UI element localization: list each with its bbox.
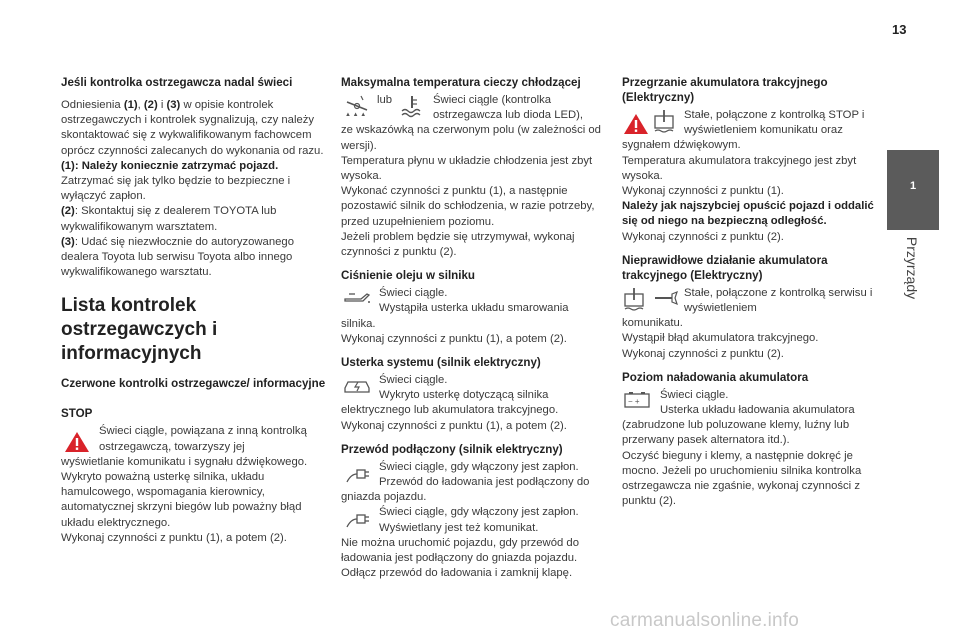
temp-text-4: Wykonać czynności z punktu (1), a następnie pozostawić silnik do schłodzenia, w razie potrzeby, przed uzupełnieniem poziomu.: [341, 185, 595, 228]
stop-title: STOP: [61, 407, 93, 421]
oil-text-2: Wystąpiła usterka układu smarowania: [379, 302, 569, 315]
page-number: 13: [892, 22, 907, 37]
plug-text-5: Wyświetlany jest też komunikat.: [379, 521, 539, 534]
charge-level-text-3: (zabrudzone lub poluzowane klemy, luźny lub przerwany pasek alternatora itd.).: [622, 419, 850, 447]
malfunction-text-2: komunikatu.: [622, 317, 683, 330]
malfunction-text-1: Stałe, połączone z kontrolką serwisu i wyświetleniem: [684, 286, 873, 315]
overheat-text-3: Temperatura akumulatora trakcyjnego jest zbyt wysoka.: [622, 154, 857, 182]
wrench-icon: [652, 288, 680, 308]
malfunction-text-3: Wystąpił błąd akumulatora trakcyjnego.: [622, 332, 819, 345]
malfunction-entry: [622, 286, 884, 316]
charging-plug-icon: [341, 462, 373, 486]
temp-text-2: ze wskazówką na czerwonym polu (w zależności od wersji).: [341, 124, 601, 152]
electric-text-4: Wykonaj czynności z punktu (1), a potem (2).: [341, 419, 567, 432]
charging-plug-icon-2: [341, 507, 373, 531]
charge-level-text-4: Oczyść bieguny i klemy, a następnie dokręć je mocno. Jeżeli po uruchomieniu silnika kontrolka ostrzegawcza nie zgaśnie, wykonaj czynności z punktu (2).: [622, 449, 862, 508]
battery-overheat-icon: [652, 108, 678, 134]
electric-title: Usterka systemu (silnik elektryczny): [341, 356, 541, 370]
stop-entry: [61, 424, 331, 454]
battery-icon: [622, 390, 652, 410]
column-3: [622, 75, 884, 509]
electric-text-2: Wykryto usterkę dotyczącą silnika: [379, 389, 549, 402]
battery-overheat-icon-2: [622, 286, 648, 312]
oil-text-3: silnika.: [341, 317, 376, 330]
overheat-text-2: sygnałem dźwiękowym.: [622, 139, 741, 152]
item-1: (1): Należy koniecznie zatrzymać pojazd.: [61, 159, 279, 172]
temp-text-1: Świeci ciągle (kontrolka ostrzegawcza lub dioda LED),: [433, 94, 584, 122]
charge-level-title: Poziom naładowania akumulatora: [622, 370, 809, 384]
overheat-title: Przegrzanie akumulatora trakcyjnego (Elektryczny): [622, 76, 828, 104]
temp-text-3: Temperatura płynu w układzie chłodzenia jest zbyt wysoka.: [341, 154, 593, 183]
coolant-temperature-icon-2: [399, 94, 425, 118]
plug-text-4: Świeci ciągle, gdy włączony jest zapłon.: [379, 506, 579, 519]
svg-text:▲ ▲ ▲: ▲ ▲ ▲: [345, 112, 367, 118]
stop-text-3: Wykryto poważną usterkę silnika, układu hamulcowego, wspomagania kierownicy, automatycznej skrzyni biegów lub poważny błąd układu elektrycznego.: [61, 471, 302, 529]
overheat-text-1: Stałe, połączone z kontrolką STOP i wyświetleniem komunikatu oraz: [684, 109, 865, 137]
stop-text-1: Świeci ciągle, powiązana z inną kontrolką ostrzegawczą, towarzyszy jej: [99, 425, 307, 453]
plug-entry-2: [341, 505, 606, 535]
oil-pressure-icon: [341, 287, 373, 307]
column-2: [341, 75, 606, 581]
plug-text-3: gniazda pojazdu.: [341, 491, 427, 504]
warning-triangle-icon: [622, 112, 650, 136]
charge-level-text-1: Świeci ciągle.: [660, 388, 729, 401]
malfunction-title: Nieprawidłowe działanie akumulatora trakcyjnego (Elektryczny): [622, 253, 828, 282]
plug-title: Przewód podłączony (silnik elektryczny): [341, 442, 563, 456]
plug-text-7: Odłącz przewód do ładowania i zamknij klapę.: [341, 567, 573, 580]
item-2: (2): Skontaktuj się z dealerem TOYOTA lub wykwalifikowanym warsztatem.: [61, 205, 277, 233]
overheat-bold: Należy jak najszybciej opuścić pojazd i oddalić się od niego na bezpieczną odległość.: [622, 200, 874, 228]
stop-text-2: wyświetlanie komunikatu i sygnału dźwiękowego.: [61, 455, 308, 468]
plug-entry-1: [341, 460, 606, 490]
intro-paragraph: Odniesienia (1), (2) i (3) w opisie kontrolek ostrzegawczych i kontrolek sygnalizują, czy należy skontaktować się z wykwalifikowanym fachowcem oprócz czynności zalecanych do wykonania od razu.: [61, 99, 324, 157]
chapter-label-box: [902, 232, 922, 312]
svg-text:− +: − +: [628, 396, 640, 406]
overheat-entry: [622, 108, 884, 138]
subheading: Czerwone kontrolki ostrzegawcze/ informacyjne: [61, 377, 326, 391]
charge-level-text-2: Usterka układu ładowania akumulatora: [660, 404, 855, 417]
section-heading: Jeśli kontrolka ostrzegawcza nadal świeci: [61, 76, 293, 89]
plug-text-1: Świeci ciągle, gdy włączony jest zapłon.: [379, 460, 579, 473]
temp-or: lub: [377, 94, 393, 106]
item-3: (3): Udać się niezwłocznie do autoryzowanego dealera Toyota lub serwisu Toyota albo innego wykwalifikowanego warsztatu.: [61, 235, 294, 279]
warning-triangle-icon: [63, 430, 91, 454]
electric-system-icon: [341, 374, 373, 396]
charge-level-entry: [622, 388, 884, 418]
temp-title: Maksymalna temperatura cieczy chłodzącej: [341, 76, 581, 89]
stop-text-4: Wykonaj czynności z punktu (1), a potem (2).: [61, 531, 287, 544]
plug-text-2: Przewód do ładowania jest podłączony do: [379, 476, 590, 489]
temp-entry: [341, 93, 606, 123]
oil-text-4: Wykonaj czynności z punktu (1), a potem (2).: [341, 332, 567, 345]
coolant-temperature-icon: [341, 94, 373, 118]
malfunction-text-4: Wykonaj czynności z punktu (2).: [622, 347, 784, 360]
column-1: [61, 75, 331, 546]
electric-text-1: Świeci ciągle.: [379, 374, 448, 387]
electric-entry: [341, 373, 606, 403]
chapter-label: Przyrządy: [904, 236, 920, 300]
overheat-text-5: Wykonaj czynności z punktu (2).: [622, 230, 784, 243]
list-title: Lista kontrolek ostrzegawczych i informacyjnych: [61, 295, 218, 365]
watermark: carmanualsonline.info: [610, 610, 800, 631]
chapter-number: 1: [909, 180, 917, 192]
oil-entry: [341, 286, 606, 316]
oil-text-1: Świeci ciągle.: [379, 287, 448, 300]
item-1-text: Zatrzymać się jak tylko będzie to bezpieczne i wyłączyć zapłon.: [61, 175, 291, 203]
electric-text-3: elektrycznego lub akumulatora trakcyjnego.: [341, 404, 559, 417]
temp-text-5: Jeżeli problem będzie się utrzymywał, wykonaj czynności z punktu (2).: [341, 230, 575, 259]
oil-title: Ciśnienie oleju w silniku: [341, 269, 476, 283]
overheat-text-4: Wykonaj czynności z punktu (1).: [622, 185, 784, 198]
chapter-tab[interactable]: [887, 150, 939, 230]
plug-text-6: Nie można uruchomić pojazdu, gdy przewód do ładowania jest podłączony do gniazda pojazdu.: [341, 536, 579, 565]
